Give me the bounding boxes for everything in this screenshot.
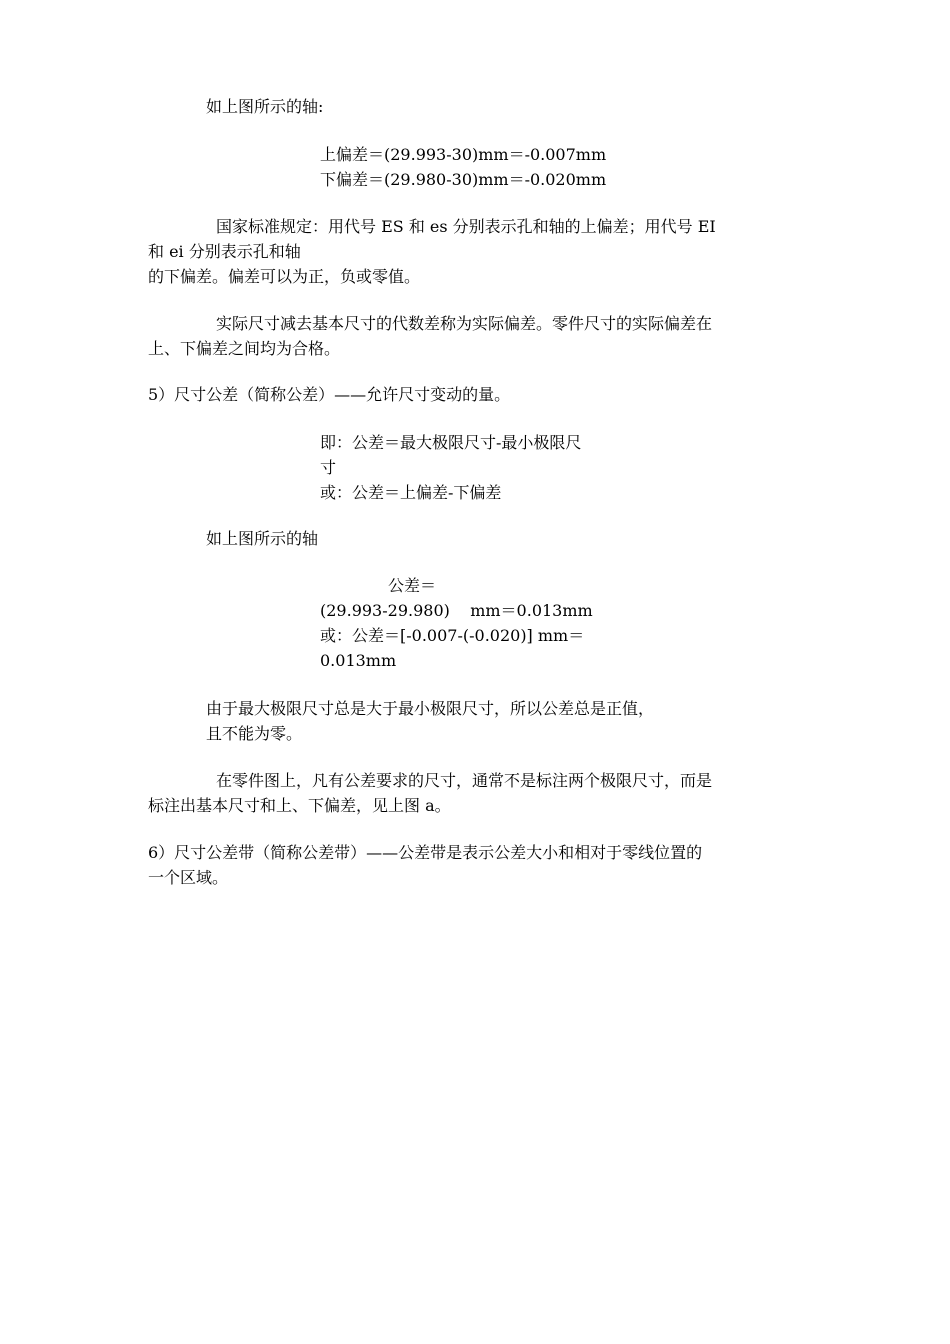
tolerance-formula-line1: 即：公差＝最大极限尺寸-最小极限尺 [320,433,582,452]
upper-deviation-formula: 上偏差＝(29.993-30)mm＝-0.007mm [320,145,607,164]
standard-para-line3: 的下偏差。偏差可以为正，负或零值。 [148,267,421,286]
positive-note-line1: 由于最大极限尺寸总是大于最小极限尺寸，所以公差总是正值， [206,699,655,718]
tolerance-formula-line2: 寸 [320,458,337,477]
drawing-note-line2: 标注出基本尺寸和上、下偏差，见上图 a。 [148,796,451,815]
calc-line3: 或：公差＝[-0.007-(-0.020)] mm＝ [320,626,585,645]
drawing-note-line1: 在零件图上，凡有公差要求的尺寸，通常不是标注两个极限尺寸，而是 [216,771,713,790]
example-intro-2: 如上图所示的轴 [206,529,319,548]
actual-deviation-line2: 上、下偏差之间均为合格。 [148,339,341,358]
calc-line1: 公差＝ [388,576,437,595]
calc-line4: 0.013mm [320,651,397,670]
calc-line2: (29.993-29.980) mm＝0.013mm [320,601,593,620]
lower-deviation-formula: 下偏差＝(29.980-30)mm＝-0.020mm [320,170,607,189]
section6-line2: 一个区域。 [148,868,229,887]
example-intro-1: 如上图所示的轴: [206,97,324,116]
section5-heading: 5）尺寸公差（简称公差）——允许尺寸变动的量。 [148,385,511,404]
standard-para-line1: 国家标准规定：用代号 ES 和 es 分别表示孔和轴的上偏差；用代号 EI [216,217,716,236]
section6-line1: 6）尺寸公差带（简称公差带）——公差带是表示公差大小和相对于零线位置的 [148,843,703,862]
positive-note-line2: 且不能为零。 [206,724,303,743]
actual-deviation-line1: 实际尺寸减去基本尺寸的代数差称为实际偏差。零件尺寸的实际偏差在 [216,314,713,333]
tolerance-formula-line3: 或：公差＝上偏差-下偏差 [320,483,502,502]
standard-para-line2: 和 ei 分别表示孔和轴 [148,242,301,261]
